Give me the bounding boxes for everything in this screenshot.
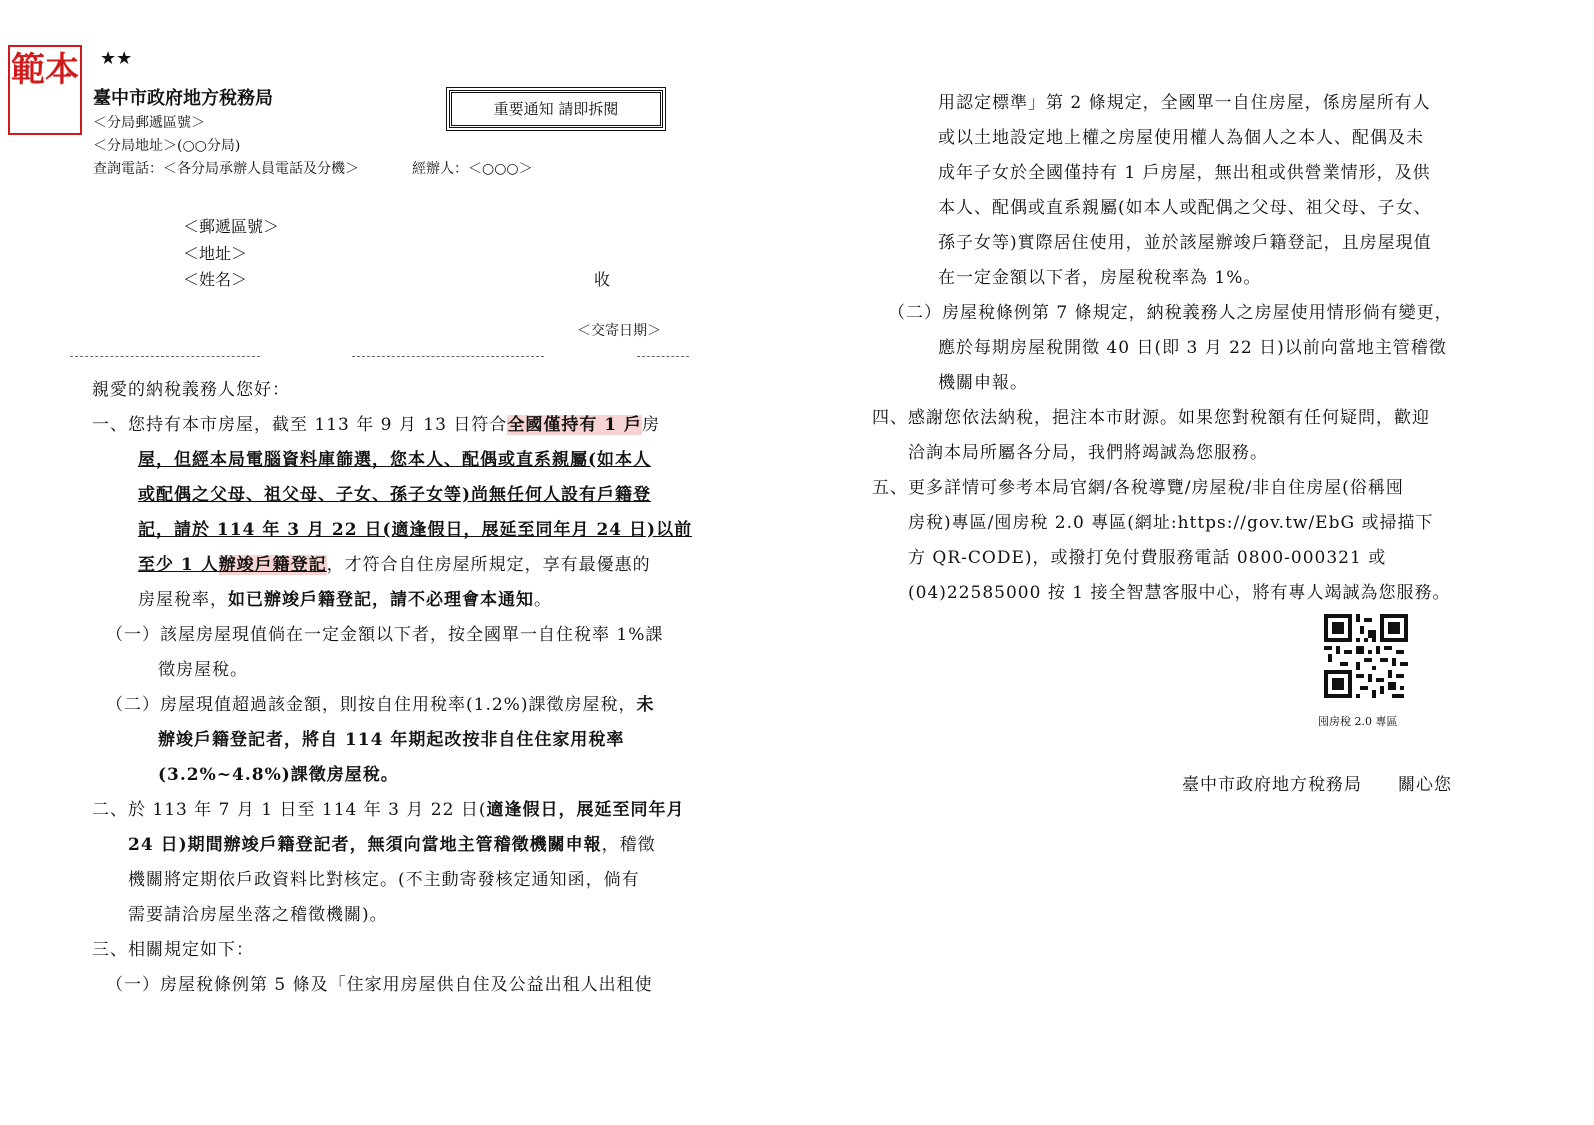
text-span: 未 [636, 695, 655, 715]
right-line-11: 洽詢本局所屬各分局，我們將竭誠為您服務。 [908, 443, 1268, 463]
paragraph-1-2-line-3: (3.2%~4.8%)課徵房屋稅。 [158, 765, 399, 785]
right-line-5: 孫子女等)實際居住使用，並於該屋辦竣戶籍登記，且房屋現值 [938, 233, 1432, 253]
text-span: 二、於 113 年 7 月 1 日至 114 年 3 月 22 日( [92, 800, 487, 820]
paragraph-1-1-line-2: 徵房屋稅。 [158, 660, 248, 680]
cut-line-middle [352, 356, 544, 357]
right-line-12: 五、更多詳情可參考本局官網/各稅導覽/房屋稅/非自住房屋(俗稱囤 [872, 478, 1404, 498]
priority-stars: ★★ [100, 48, 133, 69]
cut-line-right [637, 356, 689, 357]
right-line-14: 方 QR-CODE)，或撥打免付費服務電話 0800-000321 或 [908, 548, 1387, 568]
text-span: 一、您持有本市房屋，截至 113 年 9 月 13 日符合 [92, 415, 508, 435]
recipient-address: ＜地址＞ [183, 244, 248, 263]
left-column [92, 373, 692, 1003]
inquiry-phone: 查詢電話：＜各分局承辦人員電話及分機＞ [93, 161, 359, 177]
paragraph-1-line-6 [92, 583, 692, 618]
recipient-name: ＜姓名＞ [183, 270, 248, 289]
paragraph-1-line-1 [92, 408, 692, 443]
right-line-4: 本人、配偶或直系親屬(如本人或配偶之父母、祖父母、子女、 [938, 198, 1432, 218]
text-span: 房屋稅率， [138, 590, 228, 610]
branch-zip: ＜分局郵遞區號＞ [93, 115, 205, 131]
handler-name: 經辦人：＜○○○＞ [412, 161, 533, 177]
sample-stamp: 範本 [8, 45, 82, 135]
right-line-8: 應於每期房屋稅開徵 40 日(即 3 月 22 日)以前向當地主管稽徵 [938, 338, 1447, 358]
paragraph-2-line-1 [92, 793, 692, 828]
receive-mark: 收 [594, 270, 611, 289]
text-span: 適逢假日，展延至同年月 [486, 800, 685, 820]
right-line-13: 房稅)專區/囤房稅 2.0 專區(網址:https://gov.tw/EbG 或掃描下 [908, 513, 1434, 533]
paragraph-1-line-2: 屋，但經本局電腦資料庫篩選，您本人、配偶或直系親屬(如本人 [138, 450, 652, 470]
right-line-3: 成年子女於全國僅持有 1 戶房屋，無出租或供營業情形，及供 [938, 163, 1431, 183]
greeting: 親愛的納稅義務人您好： [92, 380, 290, 400]
right-line-9: 機關申報。 [938, 373, 1028, 393]
text-span: ，稽徵 [601, 835, 656, 855]
text-span: ，才符合自住房屋所規定，享有最優惠的 [326, 555, 651, 575]
right-line-1: 用認定標準」第 2 條規定，全國單一自住房屋，係房屋所有人 [938, 93, 1431, 113]
qr-caption: 囤房稅 2.0 專區 [1318, 715, 1398, 728]
sender-organization: 臺中市政府地方稅務局 [93, 88, 273, 109]
paragraph-1-2-line-2: 辦竣戶籍登記者，將自 114 年期起改按非自住住家用稅率 [158, 730, 625, 750]
text-span: 房 [642, 415, 660, 435]
right-line-10: 四、感謝您依法納稅，挹注本市財源。如果您對稅額有任何疑問，歡迎 [872, 408, 1430, 428]
text-span: 至少 1 人 [138, 555, 219, 575]
paragraph-1-line-3: 或配偶之父母、祖父母、子女、孫子女等)尚無任何人設有戶籍登 [138, 485, 652, 505]
qr-code-icon[interactable] [1324, 614, 1408, 698]
highlight-household-registration: 辦竣戶籍登記 [218, 555, 327, 575]
important-notice-box: 重要通知 請即拆閱 [449, 90, 663, 128]
right-column [872, 86, 1453, 611]
send-date: ＜交寄日期＞ [577, 323, 661, 339]
text-span: （二）房屋現值超過該金額，則按自住用稅率(1.2%)課徵房屋稅， [106, 695, 637, 715]
highlight-single-house: 全國僅持有 1 戶 [507, 415, 642, 435]
text-span: 24 日)期間辦竣戶籍登記者，無須向當地主管稽徵機關申報 [128, 835, 602, 855]
recipient-zip: ＜郵遞區號＞ [183, 217, 280, 236]
paragraph-1-2-line-1 [92, 688, 692, 723]
paragraph-1-1-line-1: （一）該屋房屋現值倘在一定金額以下者，按全國單一自住稅率 1%課 [106, 625, 664, 645]
right-line-2: 或以土地設定地上權之房屋使用權人為個人之本人、配偶及未 [938, 128, 1424, 148]
paragraph-2-line-2 [92, 828, 692, 863]
paragraph-2-line-4: 需要請洽房屋坐落之稽徵機關)。 [128, 905, 388, 925]
paragraph-2-line-3: 機關將定期依戶政資料比對核定。(不主動寄發核定通知函，倘有 [128, 870, 640, 890]
right-line-15: (04)22585000 按 1 接全智慧客服中心，將有專人竭誠為您服務。 [908, 583, 1451, 603]
paragraph-3-1-line-1: （一）房屋稅條例第 5 條及「住家用房屋供自住及公益出租人出租使 [106, 975, 653, 995]
branch-address: ＜分局地址＞(○○分局) [93, 138, 241, 154]
paragraph-1-line-5 [92, 548, 692, 583]
right-line-7: （二）房屋稅條例第 7 條規定，納稅義務人之房屋使用情形倘有變更， [888, 303, 1453, 323]
text-span: 。 [534, 590, 552, 610]
signature-line: 臺中市政府地方稅務局 關心您 [1182, 775, 1452, 795]
text-span: 如已辦竣戶籍登記，請不必理會本通知 [228, 590, 534, 610]
paragraph-3-line-1: 三、相關規定如下： [92, 940, 254, 960]
right-line-6: 在一定金額以下者，房屋稅稅率為 1%。 [938, 268, 1262, 288]
cut-line-left [70, 356, 260, 357]
paragraph-1-line-4: 記，請於 114 年 3 月 22 日(適逢假日，展延至同年月 24 日)以前 [138, 520, 693, 540]
